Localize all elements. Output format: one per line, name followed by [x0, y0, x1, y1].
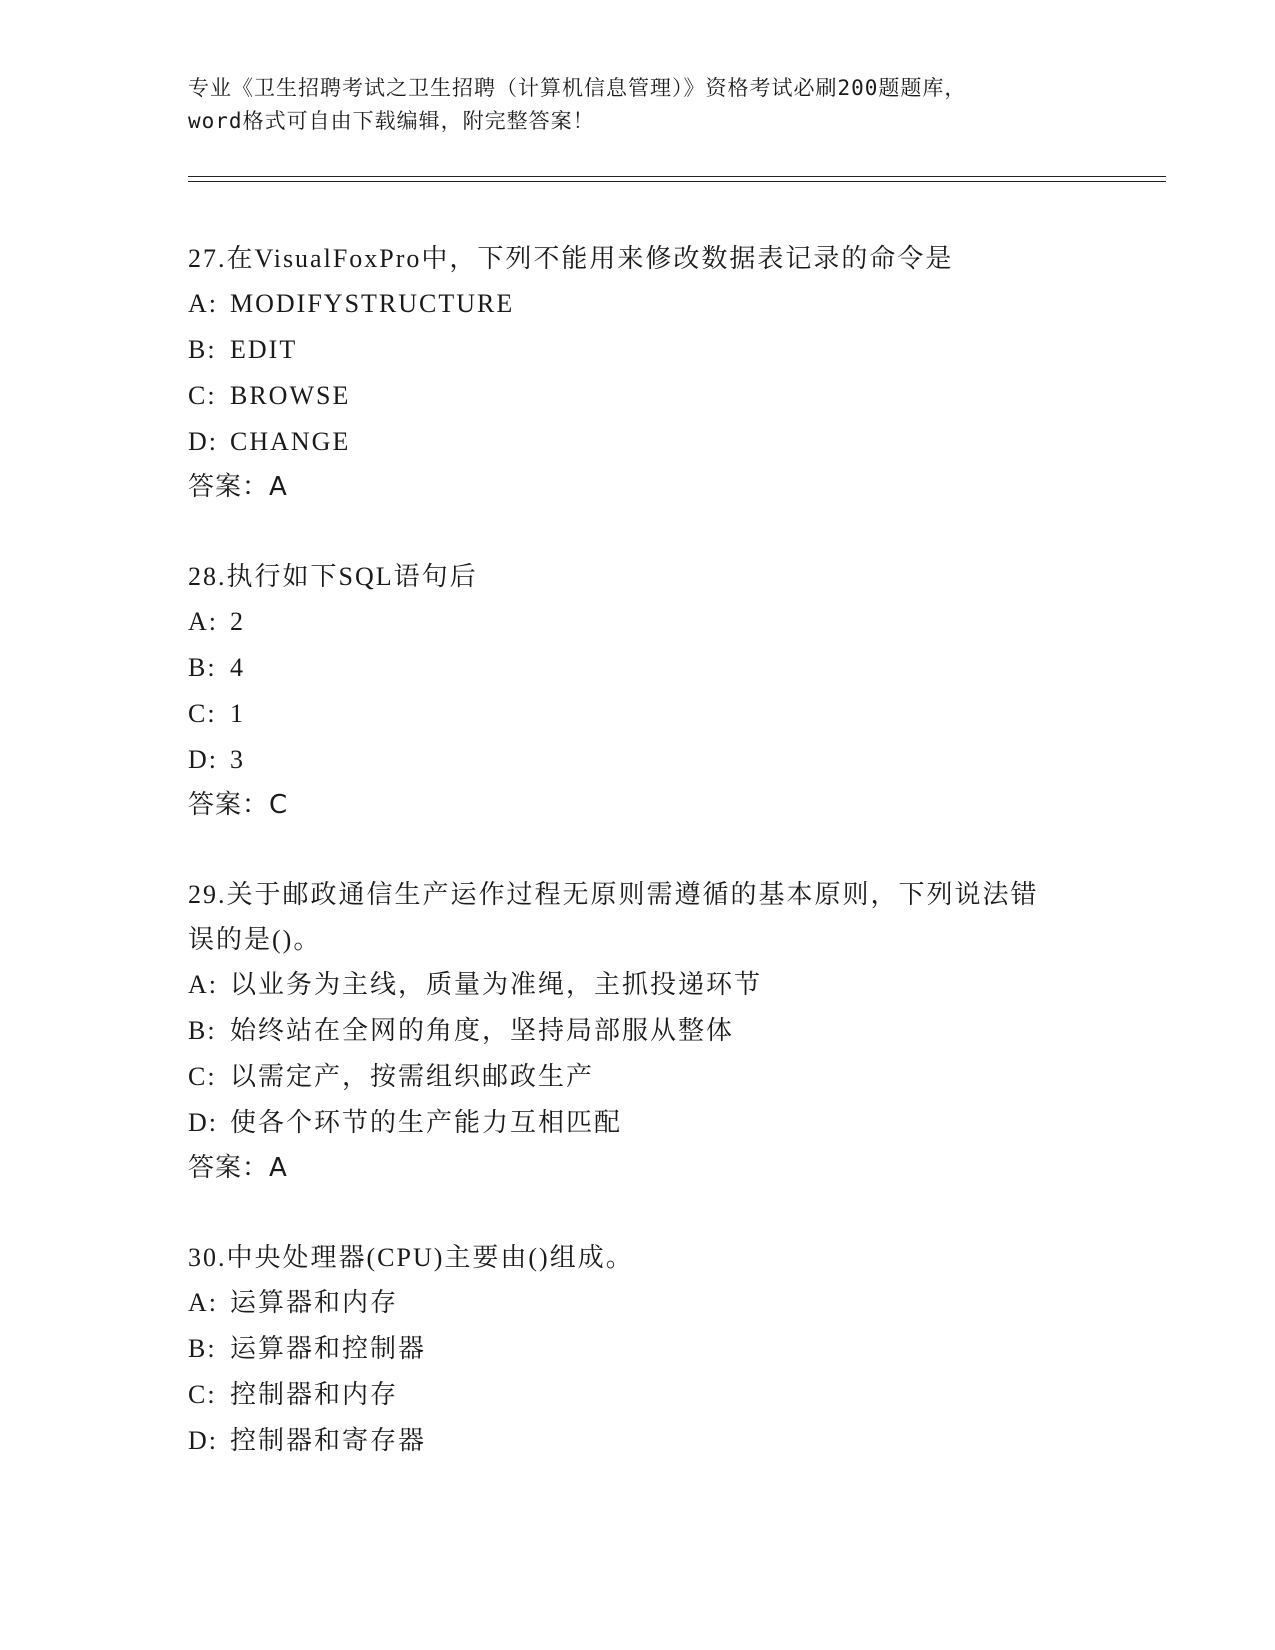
option-label: C:	[188, 1380, 217, 1409]
option-c	[188, 691, 1088, 737]
option-text: 运算器和控制器	[230, 1334, 427, 1363]
option-text: 始终站在全网的角度，坚持局部服从整体	[230, 1016, 735, 1045]
option-label: D:	[188, 1426, 218, 1455]
option-text: MODIFYSTRUCTURE	[230, 289, 515, 318]
option-label: B:	[188, 653, 217, 682]
option-d	[188, 737, 1088, 783]
option-label: D:	[188, 1108, 218, 1137]
option-text: 运算器和内存	[230, 1288, 399, 1317]
option-b	[188, 1326, 1088, 1372]
option-label: A:	[188, 289, 218, 318]
option-c	[188, 1054, 1088, 1100]
option-text: 控制器和内存	[230, 1380, 399, 1409]
option-label: A:	[188, 970, 218, 999]
option-c	[188, 1372, 1088, 1418]
option-text: 以业务为主线，质量为准绳，主抓投递环节	[230, 970, 763, 999]
option-text: BROWSE	[230, 381, 351, 410]
question-stem: 30.中央处理器(CPU)主要由()组成。	[188, 1243, 634, 1272]
question-stem-line-1: 29.关于邮政通信生产运作过程无原则需遵循的基本原则，下列说法错	[188, 880, 1039, 909]
option-d	[188, 1100, 1088, 1146]
option-text: 以需定产，按需组织邮政生产	[230, 1062, 595, 1091]
option-label: B:	[188, 1334, 217, 1363]
question-27	[188, 236, 1088, 509]
option-b	[188, 1008, 1088, 1054]
option-text: 使各个环节的生产能力互相匹配	[230, 1108, 623, 1137]
option-text: 2	[230, 607, 245, 636]
option-text: 1	[230, 699, 245, 728]
question-stem: 28.执行如下SQL语句后	[188, 562, 478, 591]
option-text: 4	[230, 653, 245, 682]
option-b	[188, 645, 1088, 691]
option-label: B:	[188, 1016, 217, 1045]
option-label: A:	[188, 607, 218, 636]
option-text: CHANGE	[230, 427, 351, 456]
question-stem-line-2: 误的是()。	[188, 925, 322, 954]
option-label: B:	[188, 335, 217, 364]
option-d	[188, 419, 1088, 465]
option-label: C:	[188, 699, 217, 728]
answer-line: 答案：C	[188, 790, 289, 820]
option-c	[188, 373, 1088, 419]
option-text: 3	[230, 745, 245, 774]
option-a	[188, 962, 1088, 1008]
option-b	[188, 327, 1088, 373]
header-line-1: 专业《卫生招聘考试之卫生招聘（计算机信息管理）》资格考试必刷200题题库，	[188, 76, 967, 100]
question-stem	[188, 872, 1088, 962]
option-a	[188, 281, 1088, 327]
option-text: 控制器和寄存器	[230, 1426, 427, 1455]
question-list	[188, 236, 1088, 1509]
option-a	[188, 599, 1088, 645]
option-label: C:	[188, 1062, 217, 1091]
document-header	[188, 72, 1088, 138]
option-label: D:	[188, 745, 218, 774]
question-29	[188, 872, 1088, 1190]
option-text: EDIT	[230, 335, 298, 364]
header-divider	[188, 176, 1166, 182]
option-label: D:	[188, 427, 218, 456]
option-d	[188, 1418, 1088, 1464]
answer-line: 答案：A	[188, 1153, 288, 1183]
option-a	[188, 1280, 1088, 1326]
header-line-2: word格式可自由下载编辑，附完整答案！	[188, 109, 595, 133]
question-30	[188, 1235, 1088, 1464]
option-label: A:	[188, 1288, 218, 1317]
option-label: C:	[188, 381, 217, 410]
question-28	[188, 554, 1088, 827]
question-stem: 27.在VisualFoxPro中，下列不能用来修改数据表记录的命令是	[188, 244, 954, 273]
answer-line: 答案：A	[188, 472, 288, 502]
